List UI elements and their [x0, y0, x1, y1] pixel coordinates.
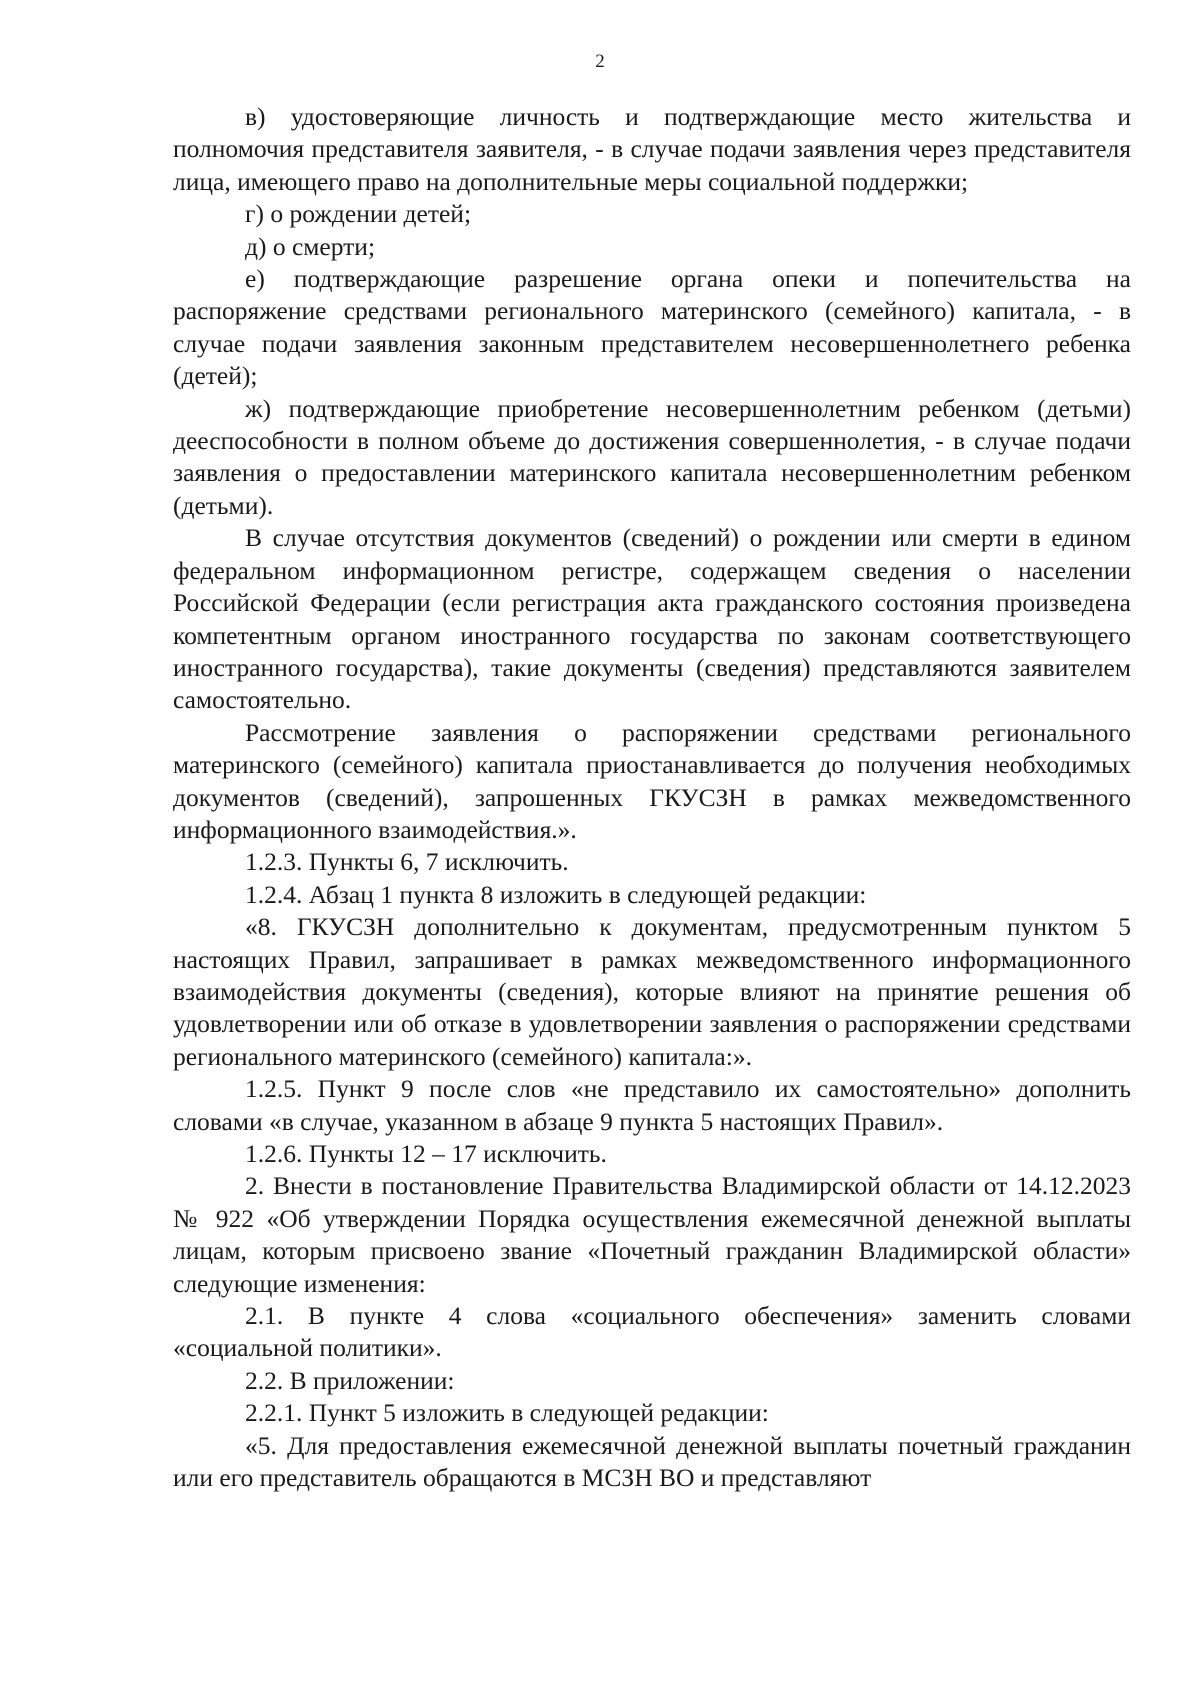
- paragraph-point-8: «8. ГКУСЗН дополнительно к документам, предусмотренным пунктом 5 настоящих Правил, запрашивает в рамках межведомственного информационного взаимодействия документы (сведения), которые влияют на принятие решения об удовлетворении или об отказе в удовлетворении заявления о распоряжении средствами регионального материнского (семейного) капитала:».: [173, 912, 1131, 1071]
- paragraph-1-2-4: 1.2.4. Абзац 1 пункта 8 изложить в следующей редакции:: [245, 879, 867, 909]
- paragraph-item-v: в) удостоверяющие личность и подтверждающие место жительства и полномочия представителя заявителя, - в случае подачи заявления через представителя лица, имеющего право на дополнительные меры социальной поддержки;: [173, 102, 1131, 196]
- paragraph-1-2-5: 1.2.5. Пункт 9 после слов «не представило их самостоятельно» дополнить словами «в случае, указанном в абзаце 9 пункта 5 настоящих Правил».: [173, 1074, 1131, 1136]
- paragraph-2: 2. Внести в постановление Правительства Владимирской области от 14.12.2023 № 922 «Об утверждении Порядка осуществления ежемесячной денежной выплаты лицам, которым присвоено звание «Почетный гражданин Владимирской области» следующие изменения:: [173, 1171, 1131, 1298]
- paragraph-1-2-3: 1.2.3. Пункты 6, 7 исключить.: [245, 847, 569, 877]
- paragraph-item-g: г) о рождении детей;: [245, 199, 472, 229]
- paragraph-review-suspension: Рассмотрение заявления о распоряжении средствами регионального материнского (семейного) капитала приостанавливается до получения необходимых документов (сведений), запрошенных ГКУСЗН в рамках межведомственного информационного взаимодействия.».: [173, 717, 1131, 844]
- page-number: 2: [595, 51, 605, 72]
- paragraph-1-2-6: 1.2.6. Пункты 12 – 17 исключить.: [245, 1139, 607, 1168]
- paragraph-item-zh: ж) подтверждающие приобретение несовершеннолетним ребенком (детьми) дееспособности в полном объеме до достижения совершеннолетия, - в случае подачи заявления о предоставлении материнского капитала несовершеннолетним ребенком (детьми).: [173, 393, 1131, 520]
- paragraph-missing-documents: В случае отсутствия документов (сведений) о рождении или смерти в едином федеральном информационном регистре, содержащем сведения о населении Российской Федерации (если регистрация акта гражданского состояния произведена компетентным органом иностранного государства по законам соответствующего иностранного государства), такие документы (сведения) представляются заявителем самостоятельно.: [173, 523, 1131, 715]
- paragraph-2-1: 2.1. В пункте 4 слова «социального обеспечения» заменить словами «социальной политики».: [173, 1301, 1131, 1363]
- paragraph-item-d: д) о смерти;: [245, 231, 376, 261]
- paragraph-2-2-1: 2.2.1. Пункт 5 изложить в следующей редакции:: [245, 1398, 769, 1428]
- paragraph-2-2: 2.2. В приложении:: [245, 1365, 455, 1395]
- document-body: [173, 101, 1131, 1494]
- paragraph-item-e: е) подтверждающие разрешение органа опеки и попечительства на распоряжение средствами регионального материнского (семейного) капитала, - в случае подачи заявления законным представителем несовершеннолетнего ребенка (детей);: [173, 264, 1131, 391]
- paragraph-point-5: «5. Для предоставления ежемесячной денежной выплаты почетный гражданин или его представитель обращаются в МСЗН ВО и представляют: [173, 1430, 1131, 1493]
